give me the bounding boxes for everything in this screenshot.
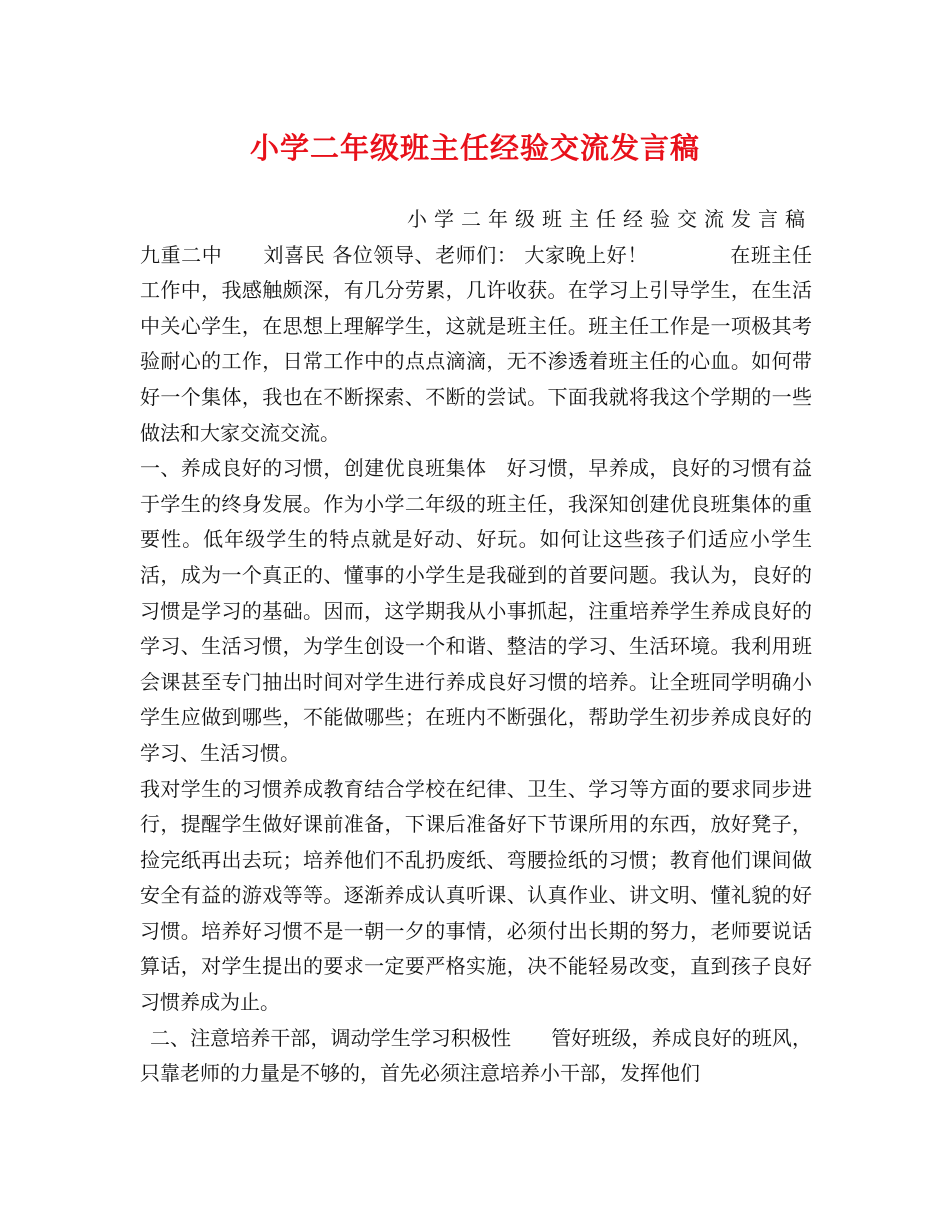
document-subtitle: 小学二年级班主任经验交流发言稿	[407, 207, 812, 231]
paragraph-intro: 九重二中 刘喜民 各位领导、老师们： 大家晚上好！ 在班主任工作中，我感触颇深，有几分劳累，几许收获。在学习上引导学生，在生活中关心学生，在思想上理解学生，这就是班主任。班主任工作是一项极其考验耐心的工作，日常工作中的点点滴滴，无不渗透着班主任的心血。如何带好一个集体，我也在不断探索、不断的尝试。下面我就将我这个学期的一些做法和大家交流交流。	[140, 242, 812, 445]
paragraph-section-2: 二、注意培养干部，调动学生学习积极性 管好班级，养成良好的班风，只靠老师的力量是不够的，首先必须注意培养小干部，发挥他们	[140, 1025, 812, 1086]
paragraph-section-1: 一、养成良好的习惯，创建优良班集体 好习惯，早养成，良好的习惯有益于学生的终身发展。作为小学二年级的班主任，我深知创建优良班集体的重要性。低年级学生的特点就是好动、好玩。如何让这些孩子们适应小学生活，成为一个真正的、懂事的小学生是我碰到的首要问题。我认为，良好的习惯是学习的基础。因而，这学期我从小事抓起，注重培养学生养成良好的学习、生活习惯，为学生创设一个和谐、整洁的学习、生活环境。我利用班会课甚至专门抽出时间对学生进行养成良好习惯的培养。让全班同学明确小学生应做到哪些，不能做哪些；在班内不断强化，帮助学生初步养成良好的学习、生活习惯。	[140, 456, 812, 765]
document-body	[140, 202, 812, 1092]
paragraph-section-1-cont: 我对学生的习惯养成教育结合学校在纪律、卫生、学习等方面的要求同步进行，提醒学生做好课前准备，下课后准备好下节课所用的东西，放好凳子，捡完纸再出去玩；培养他们不乱扔废纸、弯腰捡纸的习惯；教育他们课间做安全有益的游戏等等。逐渐养成认真听课、认真作业、讲文明、懂礼貌的好习惯。培养好习惯不是一朝一夕的事情，必须付出长期的努力，老师要说话算话，对学生提出的要求一定要严格实施，决不能轻易改变，直到孩子良好习惯养成为止。	[140, 776, 812, 1015]
document-title: 小学二年级班主任经验交流发言稿	[249, 131, 700, 165]
